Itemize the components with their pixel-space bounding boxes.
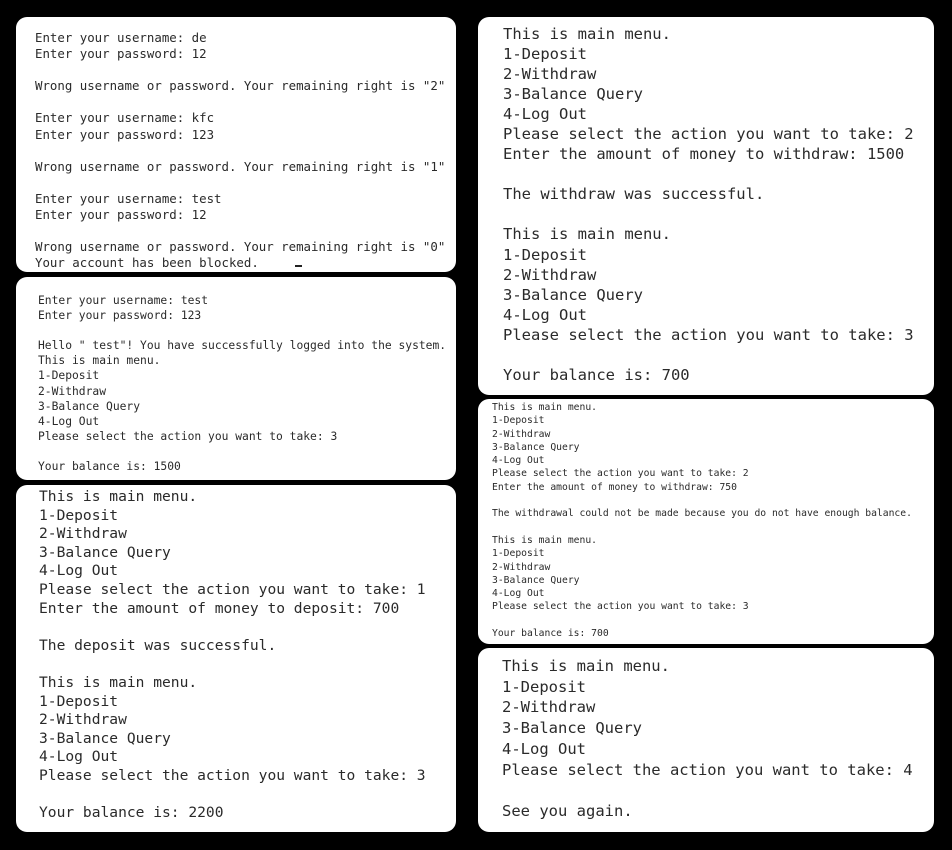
console-line: Your balance is: 2200 [39, 804, 224, 822]
console-line: This is main menu. [503, 225, 671, 244]
console-line [503, 164, 934, 184]
console-line: Please select the action you want to take: 4 [502, 760, 913, 779]
console-line [38, 323, 456, 338]
console-line: The withdraw was successful. [503, 185, 765, 204]
console-line: Wrong username or password. Your remaining right is "2" [35, 78, 446, 94]
console-line: Your balance is: 700 [503, 365, 690, 384]
console-line: 3-Balance Query [503, 285, 643, 304]
console-line: Enter your password: 12 [35, 207, 207, 223]
console-line: Please select the action you want to take: 1 [39, 580, 426, 598]
console-line: See you again. [502, 801, 633, 820]
console-line: Please select the action you want to take: 3 [39, 766, 426, 784]
console-line [35, 62, 456, 78]
console-line: 1-Deposit [39, 506, 119, 524]
console-line [38, 444, 456, 459]
console-line: Enter the amount of money to withdraw: 1500 [503, 145, 905, 164]
console-line: Enter your password: 12 [35, 46, 207, 62]
console-line: 2-Withdraw [39, 525, 127, 543]
console-line: 1-Deposit [502, 677, 586, 696]
console-line: 1-Deposit [492, 548, 545, 560]
console-output [492, 401, 934, 640]
console-line: Your balance is: 700 [492, 628, 609, 640]
console-line: Your balance is: 1500 [38, 460, 181, 474]
console-line: 3-Balance Query [39, 729, 171, 747]
console-line: 4-Log Out [492, 455, 545, 467]
console-line: Enter your password: 123 [38, 309, 202, 323]
console-line: 2-Withdraw [503, 265, 597, 284]
console-line: 4-Log Out [503, 105, 587, 124]
console-line: 4-Log Out [39, 748, 119, 766]
console-line: This is main menu. [39, 488, 198, 505]
console-panel-login-success [16, 277, 456, 480]
console-line: Enter your username: de [35, 30, 207, 45]
console-line: Enter the amount of money to withdraw: 750 [492, 481, 737, 493]
console-line: Please select the action you want to take: 2 [492, 468, 749, 480]
console-line: 2-Withdraw [492, 561, 551, 573]
console-line: Wrong username or password. Your remaining right is "1" [35, 158, 446, 174]
console-line: 4-Log Out [39, 562, 119, 580]
console-line: This is main menu. [503, 25, 671, 43]
console-line: Hello " test"! You have successfully logged into the system. [38, 339, 447, 353]
console-panel-withdraw-success [478, 17, 934, 395]
console-line: 4-Log Out [502, 739, 586, 758]
console-line: 1-Deposit [38, 369, 100, 383]
console-line: This is main menu. [38, 354, 161, 368]
console-line [502, 780, 934, 801]
console-output [503, 24, 934, 385]
console-line: 1-Deposit [39, 692, 119, 710]
console-line: Enter your username: test [38, 294, 209, 307]
console-line: Enter the amount of money to deposit: 700 [39, 599, 400, 617]
console-line: Wrong username or password. Your remaining right is "0" [35, 239, 446, 255]
console-line [35, 175, 456, 191]
console-panel-withdraw-insufficient [478, 399, 934, 644]
console-line-text: Your account has been blocked. [35, 255, 259, 271]
console-line: 4-Log Out [492, 588, 545, 600]
console-line: 3-Balance Query [38, 399, 141, 413]
console-line: 1-Deposit [492, 415, 545, 427]
console-line: Please select the action you want to take: 3 [503, 325, 914, 344]
console-line: 2-Withdraw [492, 428, 551, 440]
console-line: 2-Withdraw [503, 65, 597, 84]
console-line [39, 786, 456, 805]
console-line: 3-Balance Query [502, 719, 642, 738]
console-line [35, 223, 456, 239]
console-line [35, 94, 456, 110]
console-line: 1-Deposit [503, 45, 587, 64]
console-panel-logout [478, 648, 934, 832]
console-line [39, 618, 456, 637]
console-line: The withdrawal could not be made because you do not have enough balance. [492, 508, 912, 520]
console-line: This is main menu. [39, 673, 198, 691]
console-line: 3-Balance Query [39, 543, 171, 561]
console-panel-deposit [16, 485, 456, 832]
console-line: 1-Deposit [503, 245, 587, 264]
console-line: Please select the action you want to take: 3 [38, 429, 338, 443]
console-line: Enter your username: test [35, 190, 222, 206]
console-line [39, 655, 456, 674]
text-cursor [295, 265, 302, 267]
console-line: 3-Balance Query [492, 574, 580, 586]
console-line: 4-Log Out [38, 414, 100, 428]
console-output [38, 293, 456, 474]
console-line: Please select the action you want to take: 3 [492, 601, 749, 613]
console-line: This is main menu. [492, 402, 597, 413]
console-line [35, 143, 456, 159]
console-line: This is main menu. [502, 657, 670, 675]
console-line [503, 345, 934, 365]
console-line: Enter your password: 123 [35, 126, 215, 142]
console-line: 2-Withdraw [39, 711, 127, 729]
console-panel-login-failures [16, 17, 456, 272]
console-line: 3-Balance Query [503, 85, 643, 104]
console-line: 2-Withdraw [38, 384, 107, 398]
console-line-with-cursor [35, 255, 456, 271]
console-line: Please select the action you want to take: 2 [503, 125, 914, 144]
console-line: 2-Withdraw [502, 698, 596, 717]
console-line: 3-Balance Query [492, 441, 580, 453]
console-line [492, 614, 934, 627]
console-output [35, 30, 456, 271]
console-line [492, 494, 934, 507]
console-line [503, 204, 934, 224]
console-line: Enter your username: kfc [35, 110, 215, 126]
console-line [492, 521, 934, 534]
console-line: 4-Log Out [503, 305, 587, 324]
console-line: This is main menu. [492, 534, 597, 546]
console-output [502, 656, 934, 822]
console-output [39, 488, 456, 823]
console-line: The deposit was successful. [39, 636, 277, 654]
